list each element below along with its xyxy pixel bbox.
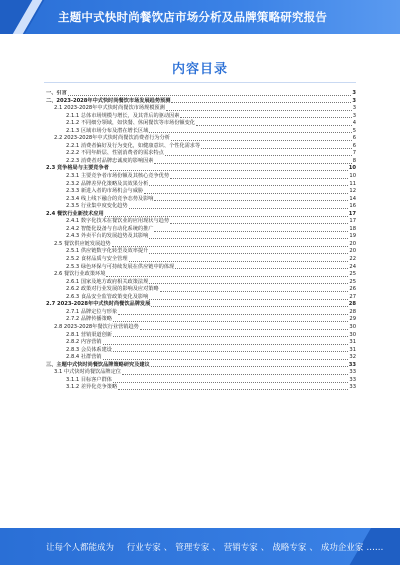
toc-leader-dots: [106, 276, 348, 277]
toc-leader-dots: [113, 351, 348, 352]
toc-entry-label: 2.1.3 区域市场分布及潜在增长区域: [66, 127, 149, 134]
report-title: 主题中式快时尚餐饮店市场分析及品牌策略研究报告: [58, 10, 328, 24]
toc-entry-label: 2.4 餐饮行业新技术应用: [46, 210, 104, 217]
toc-entry[interactable]: [46, 165, 356, 173]
toc-entry[interactable]: [46, 264, 356, 272]
toc-entry-page: 25: [349, 271, 356, 278]
toc-entry-label: 2.5 餐饮供应链发展趋势: [54, 240, 111, 247]
toc-divider: [44, 82, 356, 83]
toc-leader-dots: [113, 321, 348, 322]
toc-entry-label: 2.7.1 品牌定位与形象: [66, 308, 118, 315]
toc-entry-page: 7: [352, 150, 356, 157]
toc-entry[interactable]: [46, 150, 356, 158]
toc-entry-label: 2.1 2023-2028年中式快时尚餐饮市场规模预测: [54, 105, 165, 112]
toc-entry-label: 2.7.2 品牌传播策略: [66, 316, 112, 323]
toc-leader-dots: [201, 148, 352, 149]
footer-slogan-item: 营销专家: [223, 543, 258, 553]
toc-entry-label: 三、主题中式快时尚餐饮品牌策略研究及建议: [46, 361, 150, 368]
toc-leader-dots: [112, 246, 349, 247]
toc-leader-dots: [160, 291, 349, 292]
toc-entry-page: 3: [352, 97, 356, 104]
toc-entry-page: 20: [349, 240, 356, 247]
toc-entry-page: 31: [349, 346, 356, 353]
toc-entry-label: 2.5.1 供应链数字化转型及效率提升: [66, 248, 149, 255]
toc-entry-label: 2.8 2023-2028年餐饮行业营销趋势: [54, 323, 139, 330]
toc-entry-page: 27: [349, 293, 356, 300]
toc-leader-dots: [196, 125, 352, 126]
toc-leader-dots: [140, 329, 349, 330]
toc-entry[interactable]: [46, 369, 356, 377]
toc-leader-dots: [154, 231, 348, 232]
toc-entry-label: 2.3.2 品牌差异化策略及其效果分析: [66, 180, 149, 187]
toc-entry[interactable]: [46, 218, 356, 226]
toc-entry-label: 2.6 餐饮行业政策环境: [54, 271, 106, 278]
toc-entry[interactable]: [46, 233, 356, 241]
footer-slogan-item: 管理专家: [175, 543, 210, 553]
toc-entry-label: 2.1.1 总体市场规模与增长，及其背后的驱动因素: [66, 112, 180, 119]
toc-heading: 内容目录: [171, 62, 228, 77]
toc-leader-dots: [129, 208, 349, 209]
toc-entry[interactable]: [46, 339, 356, 347]
toc-entry-label: 2.2.1 消费者偏好及行为变化，如健康意识、个性化需求等: [66, 142, 201, 149]
toc-entry[interactable]: [46, 324, 356, 332]
toc-entry-page: 18: [349, 225, 356, 232]
toc-entry-page: 33: [349, 369, 356, 376]
toc-leader-dots: [110, 170, 348, 171]
toc-entry-label: 2.2 2023-2028年中式快时尚餐饮消费者行为分析: [54, 135, 170, 142]
toc-entry[interactable]: [46, 301, 356, 309]
toc-entry[interactable]: [46, 98, 356, 106]
toc-entry-page: 30: [349, 331, 356, 338]
toc-entry-page: 17: [348, 210, 356, 217]
toc-entry[interactable]: [46, 120, 356, 128]
toc-entry-label: 2.8.1 营销渠道创新: [66, 331, 112, 338]
toc-entry-page: 8: [352, 157, 356, 164]
toc-entry[interactable]: [46, 181, 356, 189]
toc-entry-label: 2.3 竞争格局与主要竞争者: [46, 165, 109, 172]
toc-leader-dots: [166, 110, 352, 111]
footer-slogan: [46, 541, 386, 553]
toc-leader-dots: [165, 155, 352, 156]
toc-entry[interactable]: [46, 354, 356, 362]
toc-leader-dots: [149, 299, 348, 300]
toc-entry-label: 2.8.3 会员体系建设: [66, 346, 112, 353]
toc-leader-dots: [118, 389, 348, 390]
toc-entry-page: 29: [349, 316, 356, 323]
toc-leader-dots: [154, 200, 348, 201]
toc-entry-label: 2.8.4 社群营销: [66, 354, 102, 361]
toc-entry[interactable]: [46, 384, 356, 392]
toc-entry[interactable]: [46, 256, 356, 264]
toc-leader-dots: [149, 185, 348, 186]
toc-entry[interactable]: [46, 271, 356, 279]
toc-entry-page: 17: [349, 218, 356, 225]
toc-leader-dots: [113, 336, 348, 337]
toc-entry-page: 16: [349, 203, 356, 210]
toc-entry-label: 2.4.2 智能化设备与自动化系统的推广: [66, 225, 154, 232]
toc-entry-label: 2.7 2023-2028年中式快时尚餐饮品牌发展: [46, 301, 151, 308]
toc-entry[interactable]: [46, 316, 356, 324]
toc-entry-page: 30: [349, 323, 356, 330]
toc-leader-dots: [103, 344, 349, 345]
footer-slogan-separator: ……: [366, 543, 384, 553]
toc-entry[interactable]: [46, 332, 356, 340]
toc-leader-dots: [151, 306, 347, 307]
toc-entry-label: 2.6.2 政策对行业发展的影响及应对策略: [66, 286, 159, 293]
toc-entry[interactable]: [46, 173, 356, 181]
toc-entry-page: 3: [352, 105, 356, 112]
toc-leader-dots: [103, 359, 349, 360]
toc-entry-page: 22: [349, 256, 356, 263]
toc-entry-label: 2.3.3 新进入者的市场机会与威胁: [66, 188, 144, 195]
toc-entry-page: 25: [349, 278, 356, 285]
toc-entry-label: 2.8.2 内容营销: [66, 339, 102, 346]
page-header: [0, 0, 400, 34]
footer-slogan-item: 战略专家: [272, 543, 307, 553]
table-of-contents: [46, 90, 356, 510]
toc-entry-label: 3.1.1 目标客户群体: [66, 376, 112, 383]
toc-entry-label: 2.2.2 不同年龄层、性别消费者的需求特点: [66, 150, 164, 157]
toc-leader-dots: [154, 163, 351, 164]
footer-slogan-lead: 让每个人都能成为: [46, 543, 115, 553]
toc-entry-page: 33: [349, 376, 356, 383]
toc-entry[interactable]: [46, 286, 356, 294]
toc-entry-page: 3: [352, 112, 356, 119]
toc-entry[interactable]: [46, 188, 356, 196]
toc-leader-dots: [118, 314, 348, 315]
toc-entry-label: 2.2.3 消费者对品牌忠诚度的影响因素: [66, 157, 154, 164]
toc-entry[interactable]: [46, 135, 356, 143]
toc-leader-dots: [170, 223, 348, 224]
toc-entry[interactable]: [46, 203, 356, 211]
toc-entry-label: 2.4.3 外卖平台的发展趋势及其影响: [66, 233, 149, 240]
toc-entry-page: 28: [349, 308, 356, 315]
toc-leader-dots: [151, 366, 348, 367]
footer-slogan-separator: 、: [212, 543, 221, 553]
toc-entry-page: 31: [349, 339, 356, 346]
toc-entry-page: 32: [349, 354, 356, 361]
toc-leader-dots: [149, 238, 348, 239]
toc-entry-label: 2.3.1 主要竞争者市场份额及其核心竞争优势: [66, 173, 170, 180]
toc-leader-dots: [149, 283, 348, 284]
toc-entry-page: 33: [348, 361, 356, 368]
toc-leader-dots: [175, 268, 348, 269]
toc-entry-page: 4: [352, 120, 356, 127]
footer-slogan-separator: 、: [309, 543, 318, 553]
toc-entry-page: 10: [348, 165, 356, 172]
toc-entry-page: 6: [352, 142, 356, 149]
toc-leader-dots: [144, 193, 348, 194]
toc-entry-page: 10: [349, 173, 356, 180]
toc-entry-label: 2.3.4 线上线下融合的竞争态势及影响: [66, 195, 154, 202]
toc-entry-page: 20: [349, 248, 356, 255]
footer-slogan-separator: 、: [260, 543, 270, 553]
toc-leader-dots: [171, 140, 352, 141]
toc-entry-label: 2.6.3 食品安全监管政策变化及影响: [66, 293, 149, 300]
toc-leader-dots: [122, 374, 348, 375]
page-footer: [0, 528, 400, 565]
toc-entry-label: 2.4.1 数字化技术在餐饮业的应用现状与趋势: [66, 218, 170, 225]
toc-entry-page: 3: [352, 90, 356, 96]
footer-slogan-separator: 、: [163, 543, 173, 553]
toc-leader-dots: [68, 95, 352, 96]
toc-entry-label: 2.1.2 不同细分领域，如快餐、休闲餐饮等市场份额变化: [66, 120, 195, 127]
toc-entry-label: 3.1.2 差异化竞争策略: [66, 384, 118, 391]
toc-entry-page: 11: [349, 180, 356, 187]
toc-leader-dots: [171, 102, 351, 103]
toc-entry-page: 14: [349, 195, 356, 202]
toc-entry-label: 一、引言: [46, 90, 67, 96]
toc-entry[interactable]: [46, 347, 356, 355]
toc-entry-label: 2.6.1 国家及地方政府相关政策法规: [66, 278, 149, 285]
toc-leader-dots: [105, 216, 348, 217]
toc-entry-label: 二、2023-2028年中式快时尚餐饮市场发展趋势预测: [46, 97, 171, 104]
toc-leader-dots: [170, 178, 348, 179]
footer-slogan-item: 成功企业家: [320, 543, 364, 553]
toc-entry-label: 3.1 中式快时尚餐饮品牌定位: [54, 369, 121, 376]
toc-entry-label: 2.5.3 绿色环保与可持续发展在供应链中的体现: [66, 263, 175, 270]
toc-leader-dots: [113, 382, 348, 383]
toc-entry-page: 6: [352, 135, 356, 142]
toc-leader-dots: [180, 117, 351, 118]
toc-leader-dots: [149, 132, 351, 133]
toc-entry-page: 24: [349, 263, 356, 270]
toc-entry-page: 33: [349, 384, 356, 391]
toc-entry-page: 12: [349, 188, 356, 195]
toc-entry-label: 2.3.5 行业集中度变化趋势: [66, 203, 128, 210]
toc-entry[interactable]: [46, 248, 356, 256]
toc-leader-dots: [129, 261, 349, 262]
toc-entry-page: 5: [352, 127, 356, 134]
toc-entry[interactable]: [46, 105, 356, 113]
toc-entry-page: 28: [348, 301, 356, 308]
toc-entry-page: 19: [349, 233, 356, 240]
toc-entry-label: 2.5.2 食材品质与安全管理: [66, 256, 128, 263]
footer-slogan-item: 行业专家: [126, 543, 161, 553]
toc-entry[interactable]: [46, 90, 356, 98]
toc-entry-page: 26: [349, 286, 356, 293]
toc-leader-dots: [149, 253, 348, 254]
